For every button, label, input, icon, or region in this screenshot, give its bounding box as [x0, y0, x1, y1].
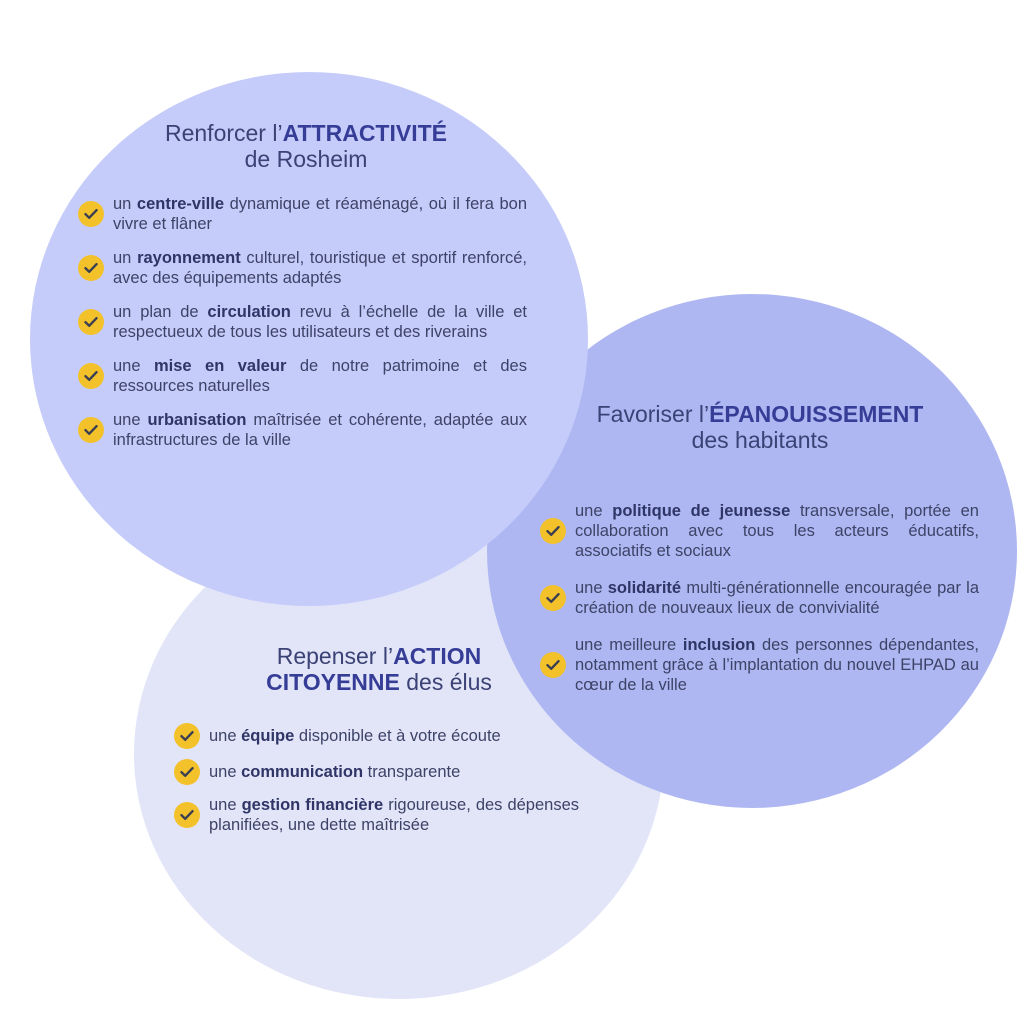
item-text-pre: un plan de [113, 303, 208, 321]
item-keyword: circulation [207, 303, 291, 321]
checkmark-icon [540, 585, 566, 611]
item-keyword: solidarité [607, 579, 682, 597]
section-action-citoyenne [174, 643, 584, 845]
item-text [113, 356, 527, 396]
list-item [540, 501, 980, 561]
item-text-post: multi-générationnelle encouragée par la création de nouveaux lieux de convivialité [575, 579, 979, 617]
item-text-pre: une [113, 357, 154, 375]
checkmark-icon [78, 417, 104, 443]
item-text [575, 578, 979, 618]
checkmark-icon [78, 255, 104, 281]
section-title [540, 401, 980, 453]
item-keyword: politique de jeunesse [612, 502, 791, 520]
item-text-pre: une [209, 727, 242, 745]
list-item [78, 356, 534, 396]
item-text [113, 248, 527, 288]
section-epanouissement [540, 401, 980, 712]
checkmark-icon [174, 759, 200, 785]
item-text-pre: une [209, 763, 242, 781]
item-keyword: équipe [241, 727, 295, 745]
item-text-pre: un [113, 195, 137, 213]
item-text [113, 410, 527, 450]
list-item [78, 410, 534, 450]
item-keyword: rayonnement [137, 249, 241, 267]
item-text-post: transversale, portée en collaboration avec tous les acteurs éducatifs, associatifs et sociaux [575, 502, 979, 560]
item-text-pre: une meilleure [575, 636, 683, 654]
list-item [540, 578, 980, 618]
item-list [540, 501, 980, 695]
item-text-pre: une [209, 796, 242, 814]
section-attractivite [78, 120, 534, 464]
item-text-post: des personnes dépendantes, notamment grâce à l’implantation du nouvel EHPAD au cœur de la ville [575, 636, 980, 694]
item-text [575, 501, 979, 561]
section-title [174, 643, 584, 695]
title-keyword: ÉPANOUISSEMENT [709, 401, 924, 427]
title-keyword: ACTION [393, 643, 482, 669]
item-text-pre: une [575, 502, 613, 520]
item-text-pre: une [575, 579, 608, 597]
item-text [113, 194, 527, 234]
checkmark-icon [174, 802, 200, 828]
item-keyword: gestion financière [241, 796, 384, 814]
list-item [174, 723, 584, 749]
title-prefix: Renforcer l’ [164, 120, 283, 146]
item-text-post: dynamique et réaménagé, où il fera bon vivre et flâner [113, 195, 528, 233]
item-text-post: transparente [363, 763, 461, 781]
checkmark-icon [78, 201, 104, 227]
item-text-post: maîtrisée et cohérente, adaptée aux infrastructures de la ville [113, 411, 527, 449]
item-text [209, 726, 579, 746]
item-text-post: rigoureuse, des dépenses planifiées, une dette maîtrisée [209, 796, 580, 834]
title-prefix: Repenser l’ [276, 643, 394, 669]
list-item [78, 302, 534, 342]
item-keyword: centre-ville [136, 195, 225, 213]
item-keyword: inclusion [682, 636, 756, 654]
item-text [209, 795, 579, 835]
item-text [575, 635, 979, 695]
list-item [78, 194, 534, 234]
checkmark-icon [78, 363, 104, 389]
title-keyword-2: CITOYENNE [266, 669, 400, 695]
list-item [174, 795, 584, 835]
item-text-post: culturel, touristique et sportif renforcé, avec des équipements adaptés [113, 249, 527, 287]
title-suffix: de Rosheim [244, 146, 368, 172]
item-text-post: revu à l’échelle de la ville et respectueux de tous les utilisateurs et des riverains [113, 303, 527, 341]
checkmark-icon [540, 518, 566, 544]
item-text [113, 302, 527, 342]
item-text-post: de notre patrimoine et des ressources naturelles [113, 357, 527, 395]
item-list [78, 194, 534, 450]
checkmark-icon [78, 309, 104, 335]
item-text [209, 762, 579, 782]
section-title [78, 120, 534, 172]
title-suffix: des habitants [691, 427, 829, 453]
checkmark-icon [174, 723, 200, 749]
list-item [78, 248, 534, 288]
item-keyword: mise en valeur [153, 357, 287, 375]
title-suffix: des élus [399, 669, 492, 695]
item-keyword: communication [241, 763, 364, 781]
list-item [540, 635, 980, 695]
item-text-post: disponible et à votre écoute [294, 727, 501, 745]
item-keyword: urbanisation [147, 411, 247, 429]
title-keyword: ATTRACTIVITÉ [282, 120, 447, 146]
item-text-pre: un [113, 249, 138, 267]
title-prefix: Favoriser l’ [596, 401, 710, 427]
item-text-pre: une [113, 411, 148, 429]
list-item [174, 759, 584, 785]
item-list [174, 723, 584, 835]
